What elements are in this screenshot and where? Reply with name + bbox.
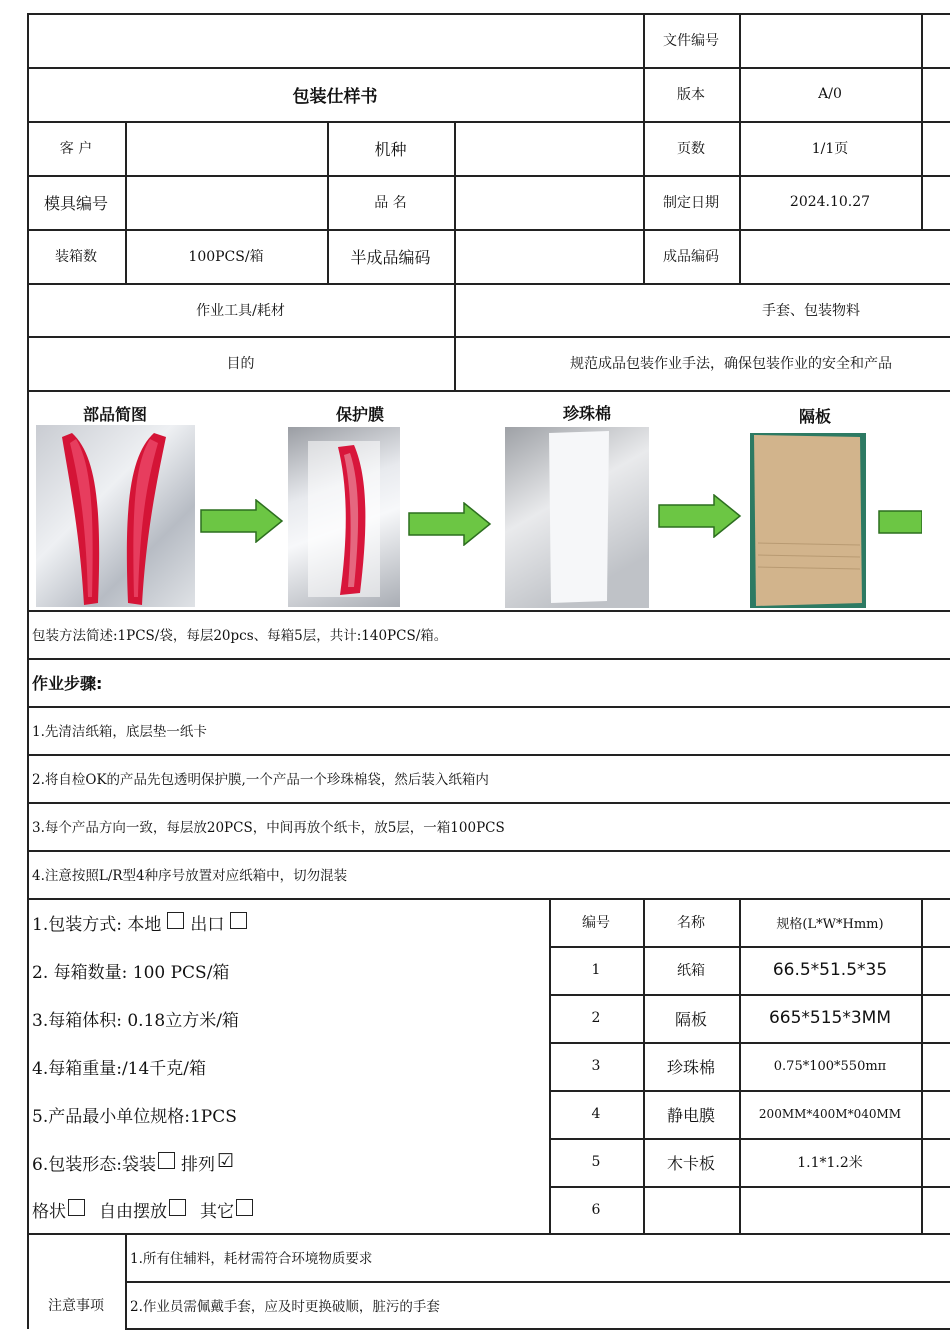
- step-item: 2.将自检OK的产品先包透明保护膜,一个产品一个珍珠棉袋，然后装入纸箱内: [32, 772, 489, 788]
- materials-row-name: 纸箱: [677, 963, 705, 979]
- materials-row-spec: 665*515*3MM: [768, 1008, 892, 1028]
- materials-header-spec: 规格(L*W*Hmm): [776, 916, 884, 932]
- materials-row-name: 珍珠棉: [666, 1057, 715, 1077]
- materials-row-no: 5: [591, 1154, 601, 1170]
- min-unit: 5.产品最小单位规格:1PCS: [32, 1106, 237, 1127]
- model-value: [454, 121, 643, 175]
- date-value: 2024.10.27: [789, 194, 871, 210]
- pack-form-arrange-label: 排列: [180, 1154, 215, 1175]
- semi-code-label: 半成品编码: [350, 247, 431, 267]
- materials-row-name: 静电膜: [666, 1105, 715, 1125]
- version-value: A/0: [818, 86, 842, 102]
- process-caption-film: 保护膜: [335, 405, 384, 424]
- bag-checkbox[interactable]: [158, 1152, 175, 1169]
- materials-header-name: 名称: [677, 915, 705, 931]
- pack-form-label: 6.包装形态:袋装: [32, 1154, 156, 1175]
- other-checkbox[interactable]: [236, 1199, 253, 1216]
- mold-label: 模具编号: [43, 193, 108, 213]
- model-label: 机种: [374, 139, 407, 159]
- purpose-value: 规范成品包装作业手法，确保包装作业的安全和产品: [570, 356, 892, 372]
- grid-line: [125, 1328, 950, 1330]
- step-item: 4.注意按照L/R型4种序号放置对应纸箱中，切勿混装: [32, 868, 348, 884]
- box-weight: 4.每箱重量:/14千克/箱: [32, 1058, 207, 1079]
- materials-row-spec: 1.1*1.2米: [797, 1155, 863, 1171]
- pack-way-row: [28, 898, 552, 946]
- box-volume: 3.每箱体积: 0.18立方米/箱: [32, 1010, 239, 1031]
- finished-code-value: [739, 229, 921, 283]
- document-title: 包装仕样书: [292, 86, 378, 107]
- materials-header-no: 编号: [582, 915, 610, 931]
- materials-row-name: 木卡板: [666, 1153, 715, 1173]
- arrow-right-icon: [408, 502, 492, 546]
- note-item: 1.所有住辅料，耗材需符合环境物质要求: [130, 1251, 373, 1267]
- free-form-label: 自由摆放: [99, 1202, 167, 1222]
- finished-code-label: 成品编码: [663, 249, 719, 265]
- step-item: 1.先清洁纸箱，底层垫一纸卡: [32, 724, 207, 740]
- arrange-checkbox-checked[interactable]: ☑: [216, 1149, 234, 1172]
- other-form-label: 其它: [200, 1202, 234, 1222]
- qty-per-box: 2. 每箱数量: 100 PCS/箱: [32, 962, 230, 983]
- step-item: 3.每个产品方向一致，每层放20PCS，中间再放个纸卡，放5层，一箱100PCS: [32, 820, 505, 836]
- mold-value: [125, 175, 327, 229]
- free-checkbox[interactable]: [169, 1199, 186, 1216]
- customer-value: [125, 121, 327, 175]
- materials-row-spec: [739, 1186, 921, 1233]
- grid-form-label: 格状: [32, 1202, 66, 1222]
- tools-label: 作业工具/耗材: [196, 302, 285, 319]
- doc-no-label: 文件编号: [663, 33, 719, 49]
- version-label: 版本: [677, 87, 705, 103]
- materials-row-spec: 0.75*100*550mπ: [773, 1058, 887, 1074]
- materials-row-name: 隔板: [674, 1009, 707, 1029]
- doc-no-value: [739, 13, 921, 67]
- part-diagram-image: [36, 425, 195, 607]
- note-item: 2.作业员需佩戴手套，应及时更换破顺，脏污的手套: [130, 1298, 440, 1315]
- notes-label: 注意事项: [48, 1298, 104, 1314]
- process-caption-divider: 隔板: [798, 407, 831, 426]
- arrow-right-icon: [200, 499, 284, 543]
- export-checkbox[interactable]: [230, 912, 247, 929]
- protective-film-image: [288, 427, 400, 607]
- local-checkbox[interactable]: [167, 912, 184, 929]
- materials-row-spec: 66.5*51.5*35: [772, 960, 888, 980]
- purpose-label: 目的: [226, 356, 255, 372]
- steps-title: 作业步骤:: [32, 673, 103, 693]
- product-name-label: 品 名: [374, 195, 407, 211]
- pack-form-row: [28, 1138, 552, 1186]
- materials-row-no: 3: [591, 1058, 601, 1074]
- page-value: 1/1页: [811, 141, 849, 157]
- grid-checkbox[interactable]: [68, 1199, 85, 1216]
- materials-row-no: 4: [591, 1106, 601, 1122]
- divider-board-image: [750, 433, 866, 608]
- packing-summary: 包装方法简述:1PCS/袋，每层20pcs、每箱5层，共计:140PCS/箱。: [32, 628, 448, 644]
- materials-row-name: [643, 1186, 739, 1233]
- arrow-right-icon: [878, 508, 922, 536]
- product-name-value: [454, 175, 643, 229]
- arrow-right-icon: [658, 494, 742, 538]
- date-label: 制定日期: [663, 195, 719, 211]
- tools-value: 手套、包装物料: [762, 302, 860, 319]
- semi-code-value: [454, 229, 643, 283]
- materials-row-no: 1: [591, 962, 601, 978]
- pearl-foam-image: [505, 427, 649, 608]
- qty-label: 装箱数: [55, 249, 97, 265]
- pack-way-label: 1.包装方式: 本地: [32, 914, 162, 935]
- process-caption-foam: 珍珠棉: [562, 404, 611, 423]
- grid-line: [27, 390, 950, 392]
- grid-line: [921, 13, 923, 231]
- process-caption-part: 部品简图: [82, 405, 147, 424]
- customer-label: 客 户: [59, 141, 93, 157]
- grid-line: [921, 898, 923, 1234]
- materials-row-no: 2: [591, 1010, 601, 1026]
- qty-value: 100PCS/箱: [188, 249, 264, 265]
- materials-row-spec: 200MM*400M*040MM: [758, 1107, 902, 1121]
- pack-way-export-label: 出口: [190, 914, 225, 935]
- pack-form-row-2: [28, 1186, 552, 1233]
- materials-row-no: 6: [591, 1201, 601, 1218]
- page-label: 页数: [677, 141, 705, 157]
